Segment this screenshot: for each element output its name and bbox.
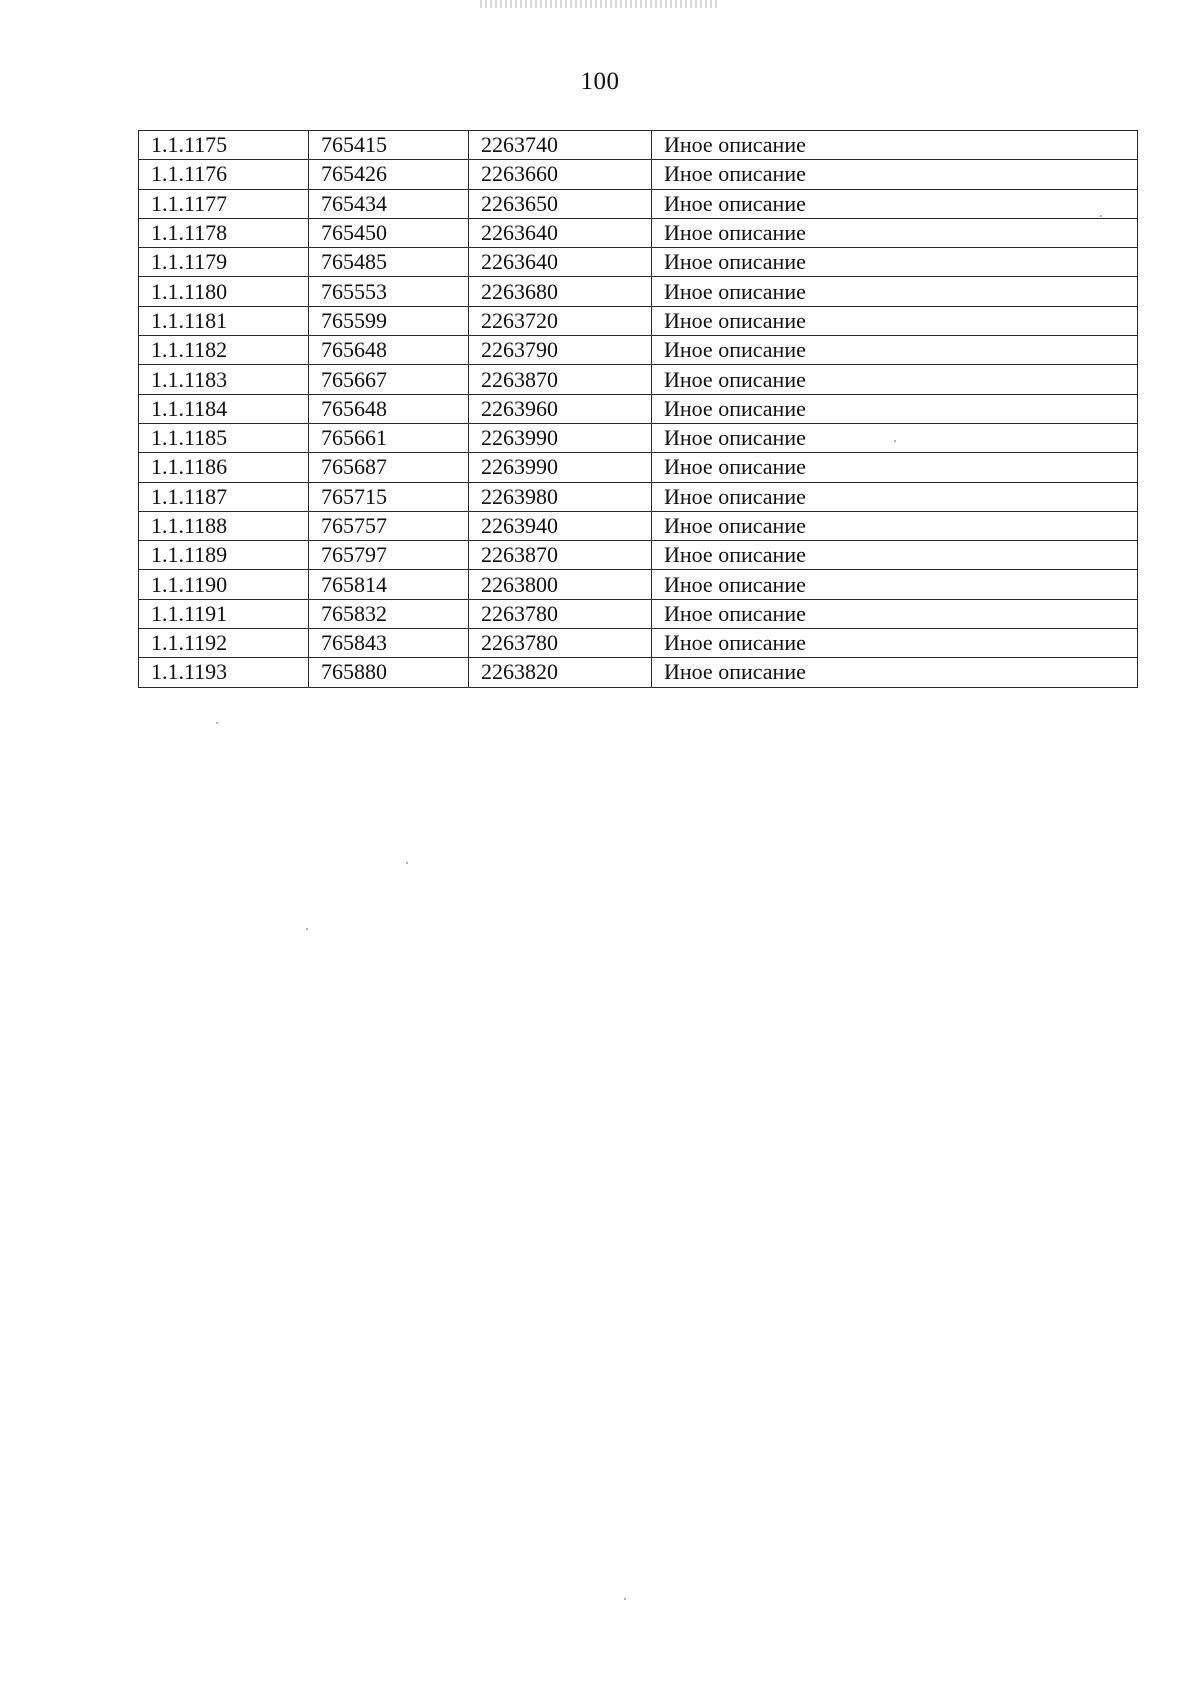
x-coordinate-cell: 765880	[309, 658, 469, 687]
x-coordinate-cell: 765814	[309, 570, 469, 599]
x-coordinate-cell: 765832	[309, 599, 469, 628]
y-coordinate-cell: 2263640	[469, 218, 652, 247]
table-row	[139, 511, 1138, 540]
point-number-cell: 1.1.1189	[139, 541, 309, 570]
description-cell: Иное описание	[652, 248, 1138, 277]
y-coordinate-cell: 2263990	[469, 453, 652, 482]
y-coordinate-cell: 2263990	[469, 423, 652, 452]
x-coordinate-cell: 765797	[309, 541, 469, 570]
description-cell: Иное описание	[652, 336, 1138, 365]
point-number-cell: 1.1.1184	[139, 394, 309, 423]
x-coordinate-cell: 765715	[309, 482, 469, 511]
y-coordinate-cell: 2263960	[469, 394, 652, 423]
description-cell: Иное описание	[652, 658, 1138, 687]
y-coordinate-cell: 2263680	[469, 277, 652, 306]
table-row	[139, 131, 1138, 160]
table-row	[139, 394, 1138, 423]
x-coordinate-cell: 765415	[309, 131, 469, 160]
y-coordinate-cell: 2263870	[469, 365, 652, 394]
x-coordinate-cell: 765843	[309, 629, 469, 658]
table-row	[139, 336, 1138, 365]
point-number-cell: 1.1.1188	[139, 511, 309, 540]
table-row	[139, 570, 1138, 599]
x-coordinate-cell: 765485	[309, 248, 469, 277]
description-cell: Иное описание	[652, 365, 1138, 394]
y-coordinate-cell: 2263800	[469, 570, 652, 599]
point-number-cell: 1.1.1181	[139, 306, 309, 335]
table-row	[139, 306, 1138, 335]
table-row	[139, 658, 1138, 687]
point-number-cell: 1.1.1175	[139, 131, 309, 160]
table-row	[139, 277, 1138, 306]
table-row	[139, 423, 1138, 452]
scan-speck	[406, 862, 408, 864]
y-coordinate-cell: 2263940	[469, 511, 652, 540]
description-cell: Иное описание	[652, 541, 1138, 570]
table-row	[139, 629, 1138, 658]
description-cell: Иное описание	[652, 629, 1138, 658]
x-coordinate-cell: 765648	[309, 394, 469, 423]
scan-speck	[1100, 215, 1102, 217]
table-row	[139, 453, 1138, 482]
description-cell: Иное описание	[652, 511, 1138, 540]
coordinates-table	[138, 130, 1138, 688]
point-number-cell: 1.1.1191	[139, 599, 309, 628]
table-row	[139, 365, 1138, 394]
scan-speck	[306, 928, 308, 930]
y-coordinate-cell: 2263820	[469, 658, 652, 687]
point-number-cell: 1.1.1177	[139, 189, 309, 218]
y-coordinate-cell: 2263980	[469, 482, 652, 511]
table-row	[139, 541, 1138, 570]
description-cell: Иное описание	[652, 277, 1138, 306]
x-coordinate-cell: 765661	[309, 423, 469, 452]
point-number-cell: 1.1.1193	[139, 658, 309, 687]
point-number-cell: 1.1.1182	[139, 336, 309, 365]
description-cell: Иное описание	[652, 423, 1138, 452]
x-coordinate-cell: 765599	[309, 306, 469, 335]
point-number-cell: 1.1.1192	[139, 629, 309, 658]
table-row	[139, 218, 1138, 247]
y-coordinate-cell: 2263660	[469, 160, 652, 189]
x-coordinate-cell: 765648	[309, 336, 469, 365]
coordinates-table-body	[139, 131, 1138, 688]
point-number-cell: 1.1.1178	[139, 218, 309, 247]
point-number-cell: 1.1.1176	[139, 160, 309, 189]
y-coordinate-cell: 2263640	[469, 248, 652, 277]
description-cell: Иное описание	[652, 189, 1138, 218]
point-number-cell: 1.1.1183	[139, 365, 309, 394]
scan-speck	[624, 1598, 626, 1600]
description-cell: Иное описание	[652, 570, 1138, 599]
table-row	[139, 599, 1138, 628]
y-coordinate-cell: 2263720	[469, 306, 652, 335]
y-coordinate-cell: 2263780	[469, 599, 652, 628]
table-row	[139, 189, 1138, 218]
scan-artifact	[480, 0, 720, 8]
x-coordinate-cell: 765450	[309, 218, 469, 247]
table-row	[139, 160, 1138, 189]
point-number-cell: 1.1.1180	[139, 277, 309, 306]
description-cell: Иное описание	[652, 453, 1138, 482]
point-number-cell: 1.1.1185	[139, 423, 309, 452]
scan-speck	[894, 440, 896, 442]
point-number-cell: 1.1.1187	[139, 482, 309, 511]
y-coordinate-cell: 2263790	[469, 336, 652, 365]
table-row	[139, 482, 1138, 511]
description-cell: Иное описание	[652, 394, 1138, 423]
description-cell: Иное описание	[652, 218, 1138, 247]
x-coordinate-cell: 765687	[309, 453, 469, 482]
point-number-cell: 1.1.1186	[139, 453, 309, 482]
point-number-cell: 1.1.1190	[139, 570, 309, 599]
x-coordinate-cell: 765434	[309, 189, 469, 218]
point-number-cell: 1.1.1179	[139, 248, 309, 277]
y-coordinate-cell: 2263650	[469, 189, 652, 218]
table-row	[139, 248, 1138, 277]
description-cell: Иное описание	[652, 482, 1138, 511]
page-number: 100	[580, 68, 620, 95]
description-cell: Иное описание	[652, 599, 1138, 628]
x-coordinate-cell: 765426	[309, 160, 469, 189]
x-coordinate-cell: 765667	[309, 365, 469, 394]
y-coordinate-cell: 2263870	[469, 541, 652, 570]
x-coordinate-cell: 765553	[309, 277, 469, 306]
description-cell: Иное описание	[652, 306, 1138, 335]
y-coordinate-cell: 2263740	[469, 131, 652, 160]
description-cell: Иное описание	[652, 131, 1138, 160]
x-coordinate-cell: 765757	[309, 511, 469, 540]
description-cell: Иное описание	[652, 160, 1138, 189]
y-coordinate-cell: 2263780	[469, 629, 652, 658]
scan-speck	[216, 722, 218, 724]
